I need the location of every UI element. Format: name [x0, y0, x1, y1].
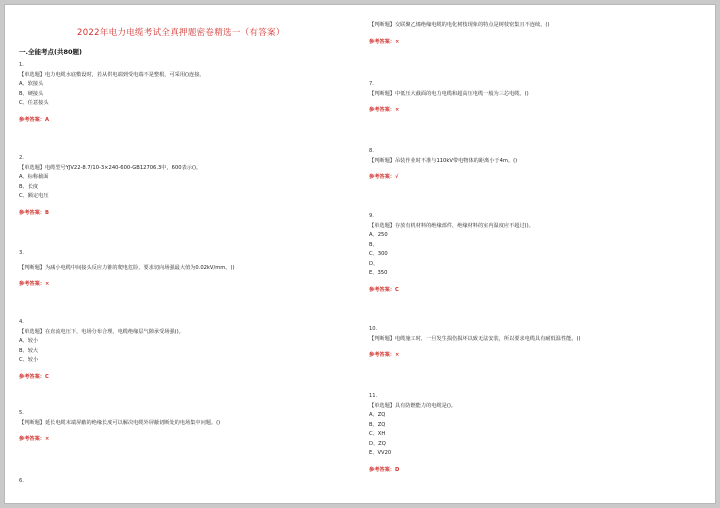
option: C、任意接头 [19, 100, 49, 106]
option: C、300 [369, 251, 388, 257]
option: B、 [369, 241, 378, 248]
question-9 [369, 212, 699, 295]
question-number: 8. [369, 148, 374, 154]
option: C、额定电压 [19, 193, 49, 199]
option: B、较大 [19, 347, 39, 354]
option: A、较小 [19, 338, 39, 344]
question-11 [369, 392, 699, 475]
reference-answer: 参考答案：A [19, 116, 49, 123]
reference-answer: 参考答案：C [19, 373, 49, 380]
option: A、ZQ [369, 412, 386, 418]
question-stem: 【单选题】电缆型号YJV22-8.7/10-3×240-600-GB12706.3中，600表示()。 [19, 164, 202, 171]
reference-answer: 参考答案：× [369, 38, 400, 45]
question-stem: 【判断题】延长电缆末端屏蔽的绝缘长度可以解决电缆外屏蔽切断处的电场集中问题。() [19, 419, 221, 426]
question-stem: 【单选题】电力电缆水底敷设时，若从供电端到受电端不是整根，可采用()连接。 [19, 71, 205, 78]
reference-answer: 参考答案：√ [369, 174, 399, 180]
question-number: 6. [19, 478, 24, 484]
question-number: 4. [19, 319, 24, 325]
question-10 [369, 325, 699, 361]
option: A、标称截面 [19, 174, 49, 180]
reference-answer: 参考答案：× [19, 281, 50, 287]
option: A、250 [369, 232, 388, 238]
question-stem: 【判断题】交联聚乙烯绝缘电缆的电化树枝现象的特点是树枝密集且不连续。() [369, 22, 550, 28]
option: C、较小 [19, 357, 39, 363]
question-number: 10. [369, 326, 378, 332]
question-3 [19, 249, 349, 290]
question-6-continued [369, 21, 699, 47]
question-number: 2. [19, 155, 24, 161]
question-stem: 【判断题】中低压大截面的电力电缆和超高压电缆一般为三芯电缆。() [369, 90, 529, 97]
option: C、XH [369, 431, 386, 437]
question-stem: 【单选题】在直流电压下，电场分布合理，电缆绝缘层气隙承受场强()。 [19, 328, 184, 335]
reference-answer: 参考答案：× [369, 352, 400, 358]
question-1 [19, 61, 349, 125]
question-stem: 【单选题】具有防燃能力的电缆是()。 [369, 402, 457, 409]
document-page [4, 4, 716, 504]
question-8 [369, 147, 699, 183]
question-6 [19, 477, 349, 487]
section-title: 一.全能考点(共80题) [19, 48, 82, 56]
question-5 [19, 409, 349, 445]
option: D、ZQ [369, 440, 386, 447]
reference-answer: 参考答案：× [19, 436, 50, 442]
question-number: 1. [19, 62, 24, 68]
option: E、VV20 [369, 450, 392, 456]
document-title: 2022年电力电缆考试全真押题密卷精选一（有答案） [77, 28, 285, 38]
question-number: 7. [369, 81, 374, 87]
question-2 [19, 154, 349, 218]
question-stem: 【单选题】存放有机材料的绝缘部件，绝缘材料的室内温度应不超过()。 [369, 222, 534, 229]
option: E、350 [369, 270, 388, 276]
question-stem: 【判断题】电缆施工时，一旦发生损伤损坏以致无法安装，所以要求电缆具有耐低温性能。() [369, 335, 581, 342]
reference-answer: 参考答案：C [369, 286, 399, 293]
question-7 [369, 80, 699, 116]
option: D、 [369, 260, 379, 267]
question-stem: 【判断题】为减小电缆中间接头反应力锥的爬电危险，要求切向场强最大值为0.02kV/mm。() [19, 264, 235, 271]
question-number: 9. [369, 213, 374, 219]
question-stem: 【判断题】吊装作业时不准与110kV带电物体的距离小于4m。() [369, 157, 518, 164]
reference-answer: 参考答案：D [369, 466, 400, 473]
reference-answer: 参考答案：B [19, 209, 49, 216]
question-number: 3. [19, 250, 24, 256]
option: B、长度 [19, 183, 39, 190]
option: B、硬接头 [19, 90, 44, 97]
question-number: 5. [19, 410, 24, 416]
option: B、ZQ [369, 421, 386, 428]
option: A、软接头 [19, 81, 44, 87]
reference-answer: 参考答案：× [369, 107, 400, 113]
question-4 [19, 318, 349, 382]
question-number: 11. [369, 393, 378, 399]
